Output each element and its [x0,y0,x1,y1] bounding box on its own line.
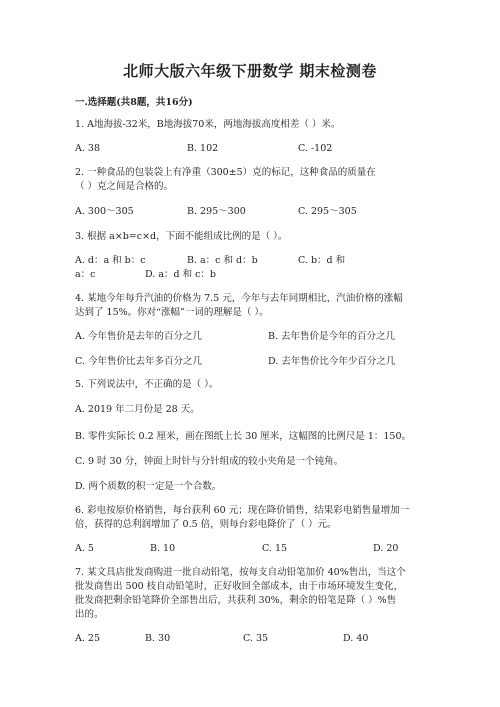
page-title: 北师大版六年级下册数学 期末检测卷 [123,62,377,80]
question-1-text: 1. A地海拔-32米，B地海拔70米，两地海拔高度相差（ ）米。 [75,119,341,130]
question-3-option-c: C. b：d 和 [298,255,346,266]
question-3-option-b: B. a：c 和 d：b [187,255,258,266]
question-5-option-d: D. 两个质数的积一定是一个合数。 [75,481,222,492]
question-3-option-d: D. a：d 和 c：b [145,269,217,280]
question-2-option-c: C. 295～305 [298,206,357,217]
question-4-text-line1: 4. 某地今年每升汽油的价格为 7.5 元，今年与去年同期相比，汽油价格的涨幅 [75,293,403,304]
question-4-option-b: B. 去年售价是今年的百分之几 [268,331,396,342]
question-6-option-a: A. 5 [75,543,94,554]
question-7-option-d: D. 40 [343,633,369,644]
question-6-option-c: C. 15 [262,543,288,554]
question-7-text-line3: 批发商把剩余铅笔降价全部售出后，共获利 30%，剩余的铅笔是降（ ）%售 [75,595,397,606]
question-5-option-c: C. 9 时 30 分，钟面上时针与分针组成的较小夹角是一个钝角。 [75,456,344,467]
question-5-option-b: B. 零件实际长 0.2 厘米，画在图纸上长 30 厘米，这幅图的比例尺是 1：150。 [75,431,411,442]
question-1-option-b: B. 102 [187,143,219,154]
question-7-option-b: B. 30 [145,633,171,644]
question-4-option-a: A. 今年售价是去年的百分之几 [75,331,202,342]
question-2-option-b: B. 295～300 [187,206,246,217]
question-2-option-a: A. 300～305 [75,206,134,217]
question-2-text-line2: （ ）克之间是合格的。 [75,181,174,192]
question-4-text-line2: 达到了 15%。你对“涨幅”一词的理解是（ ）。 [75,307,269,318]
question-5-option-a: A. 2019 年二月份是 28 天。 [75,404,200,415]
question-4-option-c: C. 今年售价比去年多百分之几 [75,356,202,367]
question-7-option-a: A. 25 [75,633,100,644]
question-1-option-a: A. 38 [75,143,100,154]
question-7-text-line4: 出的。 [75,609,104,620]
question-2-text-line1: 2. 一种食品的包装袋上有净重（300±5）克的标记，这种食品的质量在 [75,167,376,178]
question-3-option-a: A. d：a 和 b：c [75,255,146,266]
question-3-text: 3. 根据 a×b=c×d，下面不能组成比例的是（ ）。 [75,231,288,242]
question-1-option-c: C. -102 [298,143,333,154]
question-6-text-line2: 倍，获得的总利润增加了 0.5 倍，则每台彩电降价了（ ）元。 [75,519,337,530]
question-7-text-line2: 批发商售出 500 枝自动铅笔时，正好收回全部成本，由于市场环境发生变化， [75,581,404,592]
question-6-text-line1: 6. 彩电按原价格销售，每台获利 60 元；现在降价销售，结果彩电销售量增加一 [75,505,410,516]
question-5-text: 5. 下列说法中，不正确的是（ ）。 [75,379,219,390]
question-6-option-b: B. 10 [150,543,176,554]
question-7-option-c: C. 35 [243,633,269,644]
question-3-option-c-cont: a：c [75,269,96,280]
question-7-text-line1: 7. 某文具店批发商购进一批自动铅笔，按每支自动铅笔加价 40%售出，当这个 [75,567,406,578]
question-6-option-d: D. 20 [373,543,399,554]
question-4-option-d: D. 去年售价比今年少百分之几 [268,356,396,367]
section-heading: 一.选择题(共8题，共16分) [75,97,193,108]
